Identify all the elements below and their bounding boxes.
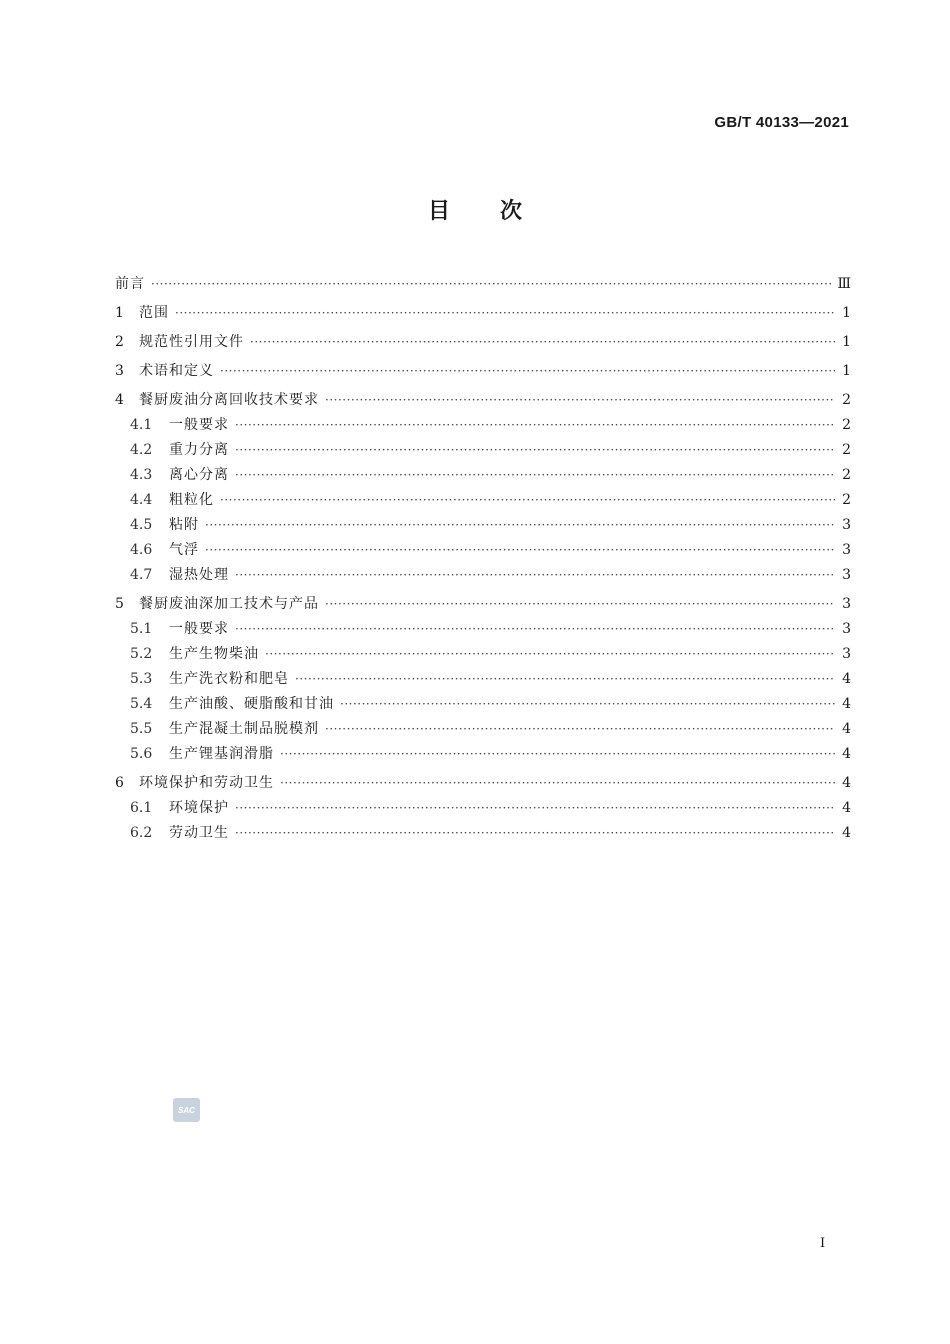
toc-entry-page: 4 [842,721,851,737]
toc-entry-number: 4.2 [130,442,153,458]
toc-entry-title: 餐厨废油分离回收技术要求 [139,392,319,408]
toc-entry-page: 1 [842,305,851,321]
toc-entry-title: 离心分离 [169,467,229,483]
toc-entry[interactable] [115,563,851,588]
toc-entry[interactable] [115,359,851,384]
toc-entry[interactable] [115,667,851,692]
toc-entry[interactable] [115,771,851,796]
toc-entry[interactable] [115,617,851,642]
toc-entry-page: 3 [842,646,851,662]
toc-entry-number: 5.6 [130,746,153,762]
toc-entry[interactable] [115,488,851,513]
toc-entry-number: 1 [115,305,124,321]
toc-entry-number: 6.2 [130,825,153,841]
toc-entry-page: 3 [842,542,851,558]
toc-entry-page: 4 [842,800,851,816]
toc-entry-page: 3 [842,517,851,533]
toc-entry-title: 一般要求 [169,621,229,637]
toc-entry[interactable] [115,538,851,563]
toc-dot-leader [235,463,835,488]
toc-entry[interactable] [115,330,851,355]
standard-number: GB/T 40133—2021 [714,114,849,131]
toc-entry-page: 1 [842,334,851,350]
toc-entry-page: 2 [842,442,851,458]
toc-entry-number: 6.1 [130,800,153,816]
page-number: I [820,1236,826,1251]
toc-entry[interactable] [115,742,851,767]
toc-entry-number: 5.4 [130,696,153,712]
toc-entry-page: 4 [842,775,851,791]
toc-entry-title: 范围 [139,305,169,321]
toc-dot-leader [151,272,831,297]
toc-dot-leader [235,413,835,438]
toc-entry-page: 4 [842,825,851,841]
toc-entry-page: 4 [842,746,851,762]
toc-entry-title: 环境保护和劳动卫生 [139,775,274,791]
toc-dot-leader [280,771,835,796]
toc-entry-title: 气浮 [169,542,199,558]
toc-entry[interactable] [115,796,851,821]
toc-entry-page: 2 [842,392,851,408]
toc-entry-number: 5.3 [130,671,153,687]
toc-entry-page: Ⅲ [837,276,851,292]
toc-entry[interactable] [115,272,851,297]
toc-entry[interactable] [115,592,851,617]
toc-entry-title: 生产洗衣粉和肥皂 [169,671,289,687]
toc-entry-number: 4.7 [130,567,153,583]
toc-entry-number: 4.6 [130,542,153,558]
toc-dot-leader [235,438,835,463]
toc-entry[interactable] [115,463,851,488]
toc-entry[interactable] [115,642,851,667]
toc-entry-page: 4 [842,696,851,712]
toc-title: 目次 [427,199,572,224]
toc-entry-title: 重力分离 [169,442,229,458]
toc-dot-leader [250,330,835,355]
toc-entry-title: 生产锂基润滑脂 [169,746,274,762]
toc-entry-page: 3 [842,621,851,637]
svg-text:SAC: SAC [178,1106,195,1115]
toc-dot-leader [325,717,835,742]
toc-entry[interactable] [115,717,851,742]
toc-entry-number: 4.1 [130,417,153,433]
toc-entry-number: 4.4 [130,492,153,508]
toc-entry-number: 6 [115,775,124,791]
toc-entry[interactable] [115,413,851,438]
toc-entry-page: 2 [842,492,851,508]
toc-entry-title: 餐厨废油深加工技术与产品 [139,596,319,612]
toc-entry[interactable] [115,821,851,846]
toc-dot-leader [205,538,835,563]
toc-dot-leader [325,592,835,617]
toc-entry-title: 劳动卫生 [169,825,229,841]
toc-entry-number: 5.2 [130,646,153,662]
toc-dot-leader [220,359,835,384]
toc-dot-leader [235,617,835,642]
toc-entry-number: 4.5 [130,517,153,533]
toc-entry-title: 规范性引用文件 [139,334,244,350]
toc-entry[interactable] [115,438,851,463]
toc-entry-title: 环境保护 [169,800,229,816]
toc-dot-leader [280,742,835,767]
toc-entry-number: 5 [115,596,124,612]
toc-entry-page: 2 [842,417,851,433]
toc-entry-title: 术语和定义 [139,363,214,379]
toc-entry-number: 4 [115,392,124,408]
toc-entry-number: 5.1 [130,621,153,637]
toc-dot-leader [205,513,835,538]
toc-entry-number: 2 [115,334,124,350]
toc-dot-leader [235,563,835,588]
toc-entry-title: 粘附 [169,517,199,533]
toc-entry-number: 3 [115,363,124,379]
toc-dot-leader [220,488,835,513]
toc-dot-leader [340,692,835,717]
toc-entry-title: 前言 [115,276,145,292]
toc-entry-number: 5.5 [130,721,153,737]
toc-dot-leader [235,821,835,846]
toc-entry-title: 湿热处理 [169,567,229,583]
toc-entry[interactable] [115,301,851,326]
toc-entry[interactable] [115,513,851,538]
toc-dot-leader [325,388,835,413]
toc-entry-page: 3 [842,596,851,612]
toc-entry-page: 3 [842,567,851,583]
toc-dot-leader [265,642,835,667]
toc-entry-title: 生产油酸、硬脂酸和甘油 [169,696,334,712]
toc-entry[interactable] [115,388,851,413]
toc-entry-title: 生产混凝土制品脱模剂 [169,721,319,737]
sac-watermark-logo [173,1098,200,1122]
toc-entry-title: 粗粒化 [169,492,214,508]
toc-entry-page: 4 [842,671,851,687]
toc-entry-number: 4.3 [130,467,153,483]
toc-entry-title: 生产生物柴油 [169,646,259,662]
toc-entry-page: 2 [842,467,851,483]
toc-entry[interactable] [115,692,851,717]
toc-entry-page: 1 [842,363,851,379]
table-of-contents [115,272,851,846]
toc-dot-leader [175,301,835,326]
toc-dot-leader [295,667,835,692]
toc-entry-title: 一般要求 [169,417,229,433]
toc-dot-leader [235,796,835,821]
